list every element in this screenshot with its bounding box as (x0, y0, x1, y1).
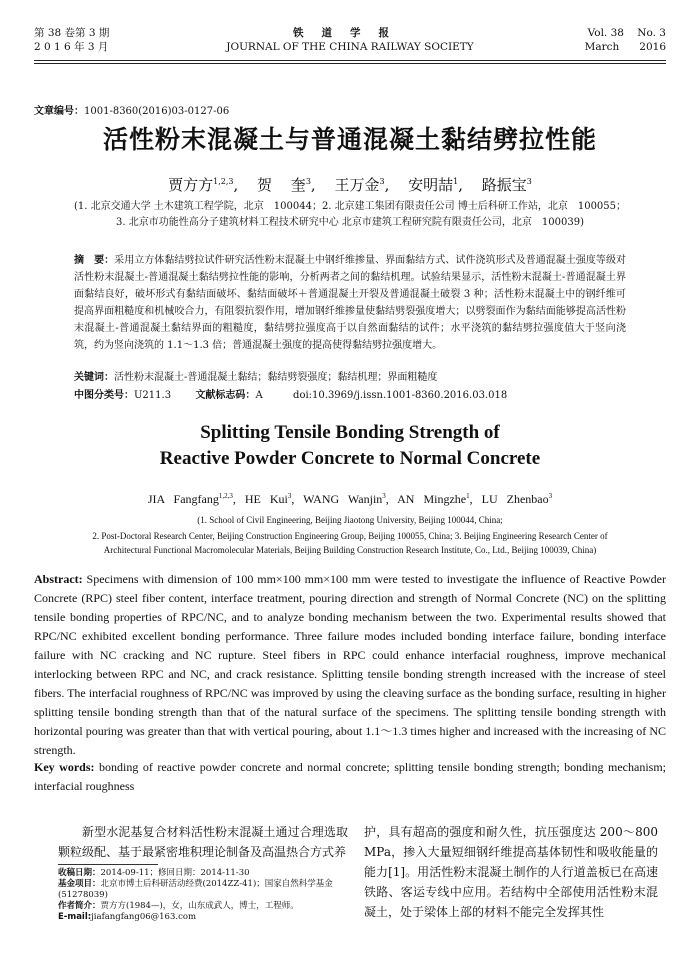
body-text-right: 护，具有超高的强度和耐久性，抗压强度达 200～800 MPa，掺入大量短细钢纤维提高基体韧性和吸收能量的能力[1]。用活性粉末混凝土制作的人行道盖板已在高速铁路、客运专线中应用。若结构中全部使用活性粉末混凝土，处于梁体上部的材料不能完全发挥其性 (364, 825, 658, 919)
cn-affiliation: 3. 北京市功能性高分子建筑材料工程技术研究中心 北京市建筑工程研究院有限责任公司，北京 100039) (116, 217, 584, 228)
en-abstract-label: Abstract: (34, 572, 83, 586)
en-authors: JIA Fangfang$^{1,2,3}$, HE Kui$^3$, WANG Wanjin$^3$, AN Mingzhe$^1$, LU Zhenbao$^3$ (147, 492, 553, 506)
footnote-email: E-mail:jiafangfang06@163.com (58, 912, 197, 922)
en-author: WANG Wanjin$^3$ (303, 492, 386, 506)
doi: doi:10.3969/j.issn.1001-8360.2016.03.018 (293, 390, 508, 401)
en-keywords-label: Key words: (34, 760, 95, 774)
en-author: LU Zhenbao$^3$ (481, 492, 553, 506)
doc-code-value: A (255, 390, 263, 401)
cn-keywords-label: 关键词： (74, 372, 114, 383)
footnote-rule (58, 864, 158, 865)
cn-author: 王万金$^3$ (334, 176, 385, 194)
cn-author: 安明喆$^1$ (408, 176, 459, 194)
en-keywords-text: bonding of reactive powder concrete and normal concrete; splitting tensile bonding strength; bonding mechanism; interfacial roughness (34, 760, 666, 793)
issue-info-en (585, 26, 666, 54)
footnote-funding: 基金项目：北京市博士后科研活动经费(2014ZZ-41)；国家自然科学基金(51278039) (58, 879, 333, 900)
cn-author: 贺 奎$^3$ (257, 176, 311, 194)
cn-abstract-label: 摘 要： (74, 255, 115, 266)
cn-classification (74, 388, 666, 404)
cn-abstract-text: 采用立方体黏结劈拉试件研究活性粉末混凝土中钢纤维掺量、界面黏结方式、试件浇筑形式及普通混凝土强度等级对活性粉末混凝土-普通混凝土黏结劈拉性能的影响，分析两者之间的黏结机理。试验结果显示，活性粉末混凝土-普通混凝土界面黏结良好，破坏形式有黏结面破坏、黏结面破坏＋普通混凝土开裂及普通混凝土破裂 3 种；活性粉末混凝土中的钢纤维可提高界面粗糙度和机械咬合力，有阻裂抗裂作用，增加钢纤维掺量使黏结劈裂强度增大；以劈裂面作为黏结面能够提高活性粉末混凝土-普通混凝土黏结界面的粗糙度，黏结劈拉强度高于以自然面黏结的试件；水平浇筑的黏结劈拉强度值大于竖向浇筑，约为竖向浇筑的 1.1～1.3 倍；普通混凝土强度的提高使得黏结劈拉强度增大。 (74, 255, 627, 351)
en-abstract-text: Specimens with dimension of 100 mm×100 mm×100 mm were tested to investigate the influence of Reactive Powder Concrete (RPC) steel fiber content, interface treatment, pouring direction and strength of Normal Concrete (NC) on the splitting tensile bonding properties of RPC/NC, and to analyze bonding mechanism between the two. Experimental results showed that RPC/NC exhibited excellent bonding performance. Three failure modes included bonding interface failure, bonding interface failure with NC cracking and NC rupture. Steel fibers in RPC could enhance interfacial roughness, improve mechanical interlocking between RPC and NC, and crack resistance. Splitting tensile bonding strength increased with the increase of steel fibers. The interfacial roughness of RPC/NC was improved by using the cleaving surface as the bonding surface, resulting in higher splitting tensile bonding strength than that of the natural surface of the specimens. The splitting tensile bonding strength with horizontal pouring was greater than that with vertical pouring, about 1.1～1.3 times higher and increased with the increasing of NC strength. (34, 572, 667, 757)
cn-affiliation: (1. 北京交通大学 土木建筑工程学院，北京 100044；2. 北京建工集团有限责任公司 博士后科研工作站，北京 100055； (73, 201, 627, 212)
en-affiliation: 2. Post-Doctoral Research Center, Beijing Construction Engineering Group, Beijing 100055, China; 3. Beijing Engineering Research Center of (92, 531, 608, 541)
clc-label: 中图分类号： (74, 390, 134, 401)
footnotes (58, 868, 348, 923)
cn-keywords-text: 活性粉末混凝土-普通混凝土黏结；黏结劈裂强度；黏结机理；界面粗糙度 (114, 372, 438, 383)
footnote-author-bio: 作者简介：贾方方(1984—)，女，山东成武人，博士，工程师。 (58, 901, 299, 911)
en-author: JIA Fangfang$^{1,2,3}$ (147, 492, 233, 506)
cn-author: 路振宝$^3$ (481, 176, 532, 194)
article-number (34, 102, 229, 117)
en-keywords (34, 758, 666, 796)
cn-author: 贾方方$^{1,2,3}$ (168, 176, 234, 194)
en-abstract (34, 570, 666, 760)
journal-name-cn: 铁道学报 (293, 27, 407, 39)
en-title-line: Reactive Powder Concrete to Normal Concrete (159, 448, 541, 469)
cn-authors: 贾方方$^{1,2,3}$, 贺 奎$^3$, 王万金$^3$, 安明喆$^1$, 路振宝$^3$ (168, 176, 532, 194)
en-title-line: Splitting Tensile Bonding Strength of (200, 422, 500, 443)
clc-value: U211.3 (134, 390, 172, 401)
en-affiliation: Architectural Functional Macromolecular Materials, Beijing Building Construction Research Institute, Co., Ltd., Beijing 100039, China) (103, 545, 597, 555)
header-rule-thin (34, 63, 666, 64)
journal-name-en: JOURNAL OF THE CHINA RAILWAY SOCIETY (226, 41, 474, 53)
article-number-value: 1001-8360(2016)03-0127-06 (84, 106, 230, 117)
cn-title: 活性粉末混凝土与普通混凝土黏结劈拉性能 (102, 125, 597, 154)
volume-issue-en: Vol. 38 No. 3 (587, 27, 666, 39)
en-title (0, 420, 700, 472)
volume-issue: 第 38 卷第 3 期 (34, 27, 110, 39)
en-author: AN Mingzhe$^1$ (397, 492, 470, 506)
en-affiliation: (1. School of Civil Engineering, Beijing Jiaotong University, Beijing 100044, China; (197, 515, 503, 525)
doc-code-label: 文献标志码： (195, 390, 256, 401)
issue-date-en: March 2016 (584, 41, 666, 53)
en-author: HE Kui$^3$ (244, 492, 292, 506)
cn-keywords (74, 370, 626, 386)
cn-abstract (74, 252, 626, 354)
issue-date: 2 0 1 6 年 3 月 (34, 41, 109, 53)
header-rule (34, 60, 666, 61)
footnote-received: 收稿日期：2014-09-11；修回日期：2014-11-30 (58, 868, 250, 878)
body-text-left: 新型水泥基复合材料活性粉末混凝土通过合理选取颗粒级配、基于最紧密堆积理论制备及高温热合方式养 (58, 825, 348, 859)
journal-name (34, 26, 666, 54)
article-number-label: 文章编号： (34, 106, 84, 117)
